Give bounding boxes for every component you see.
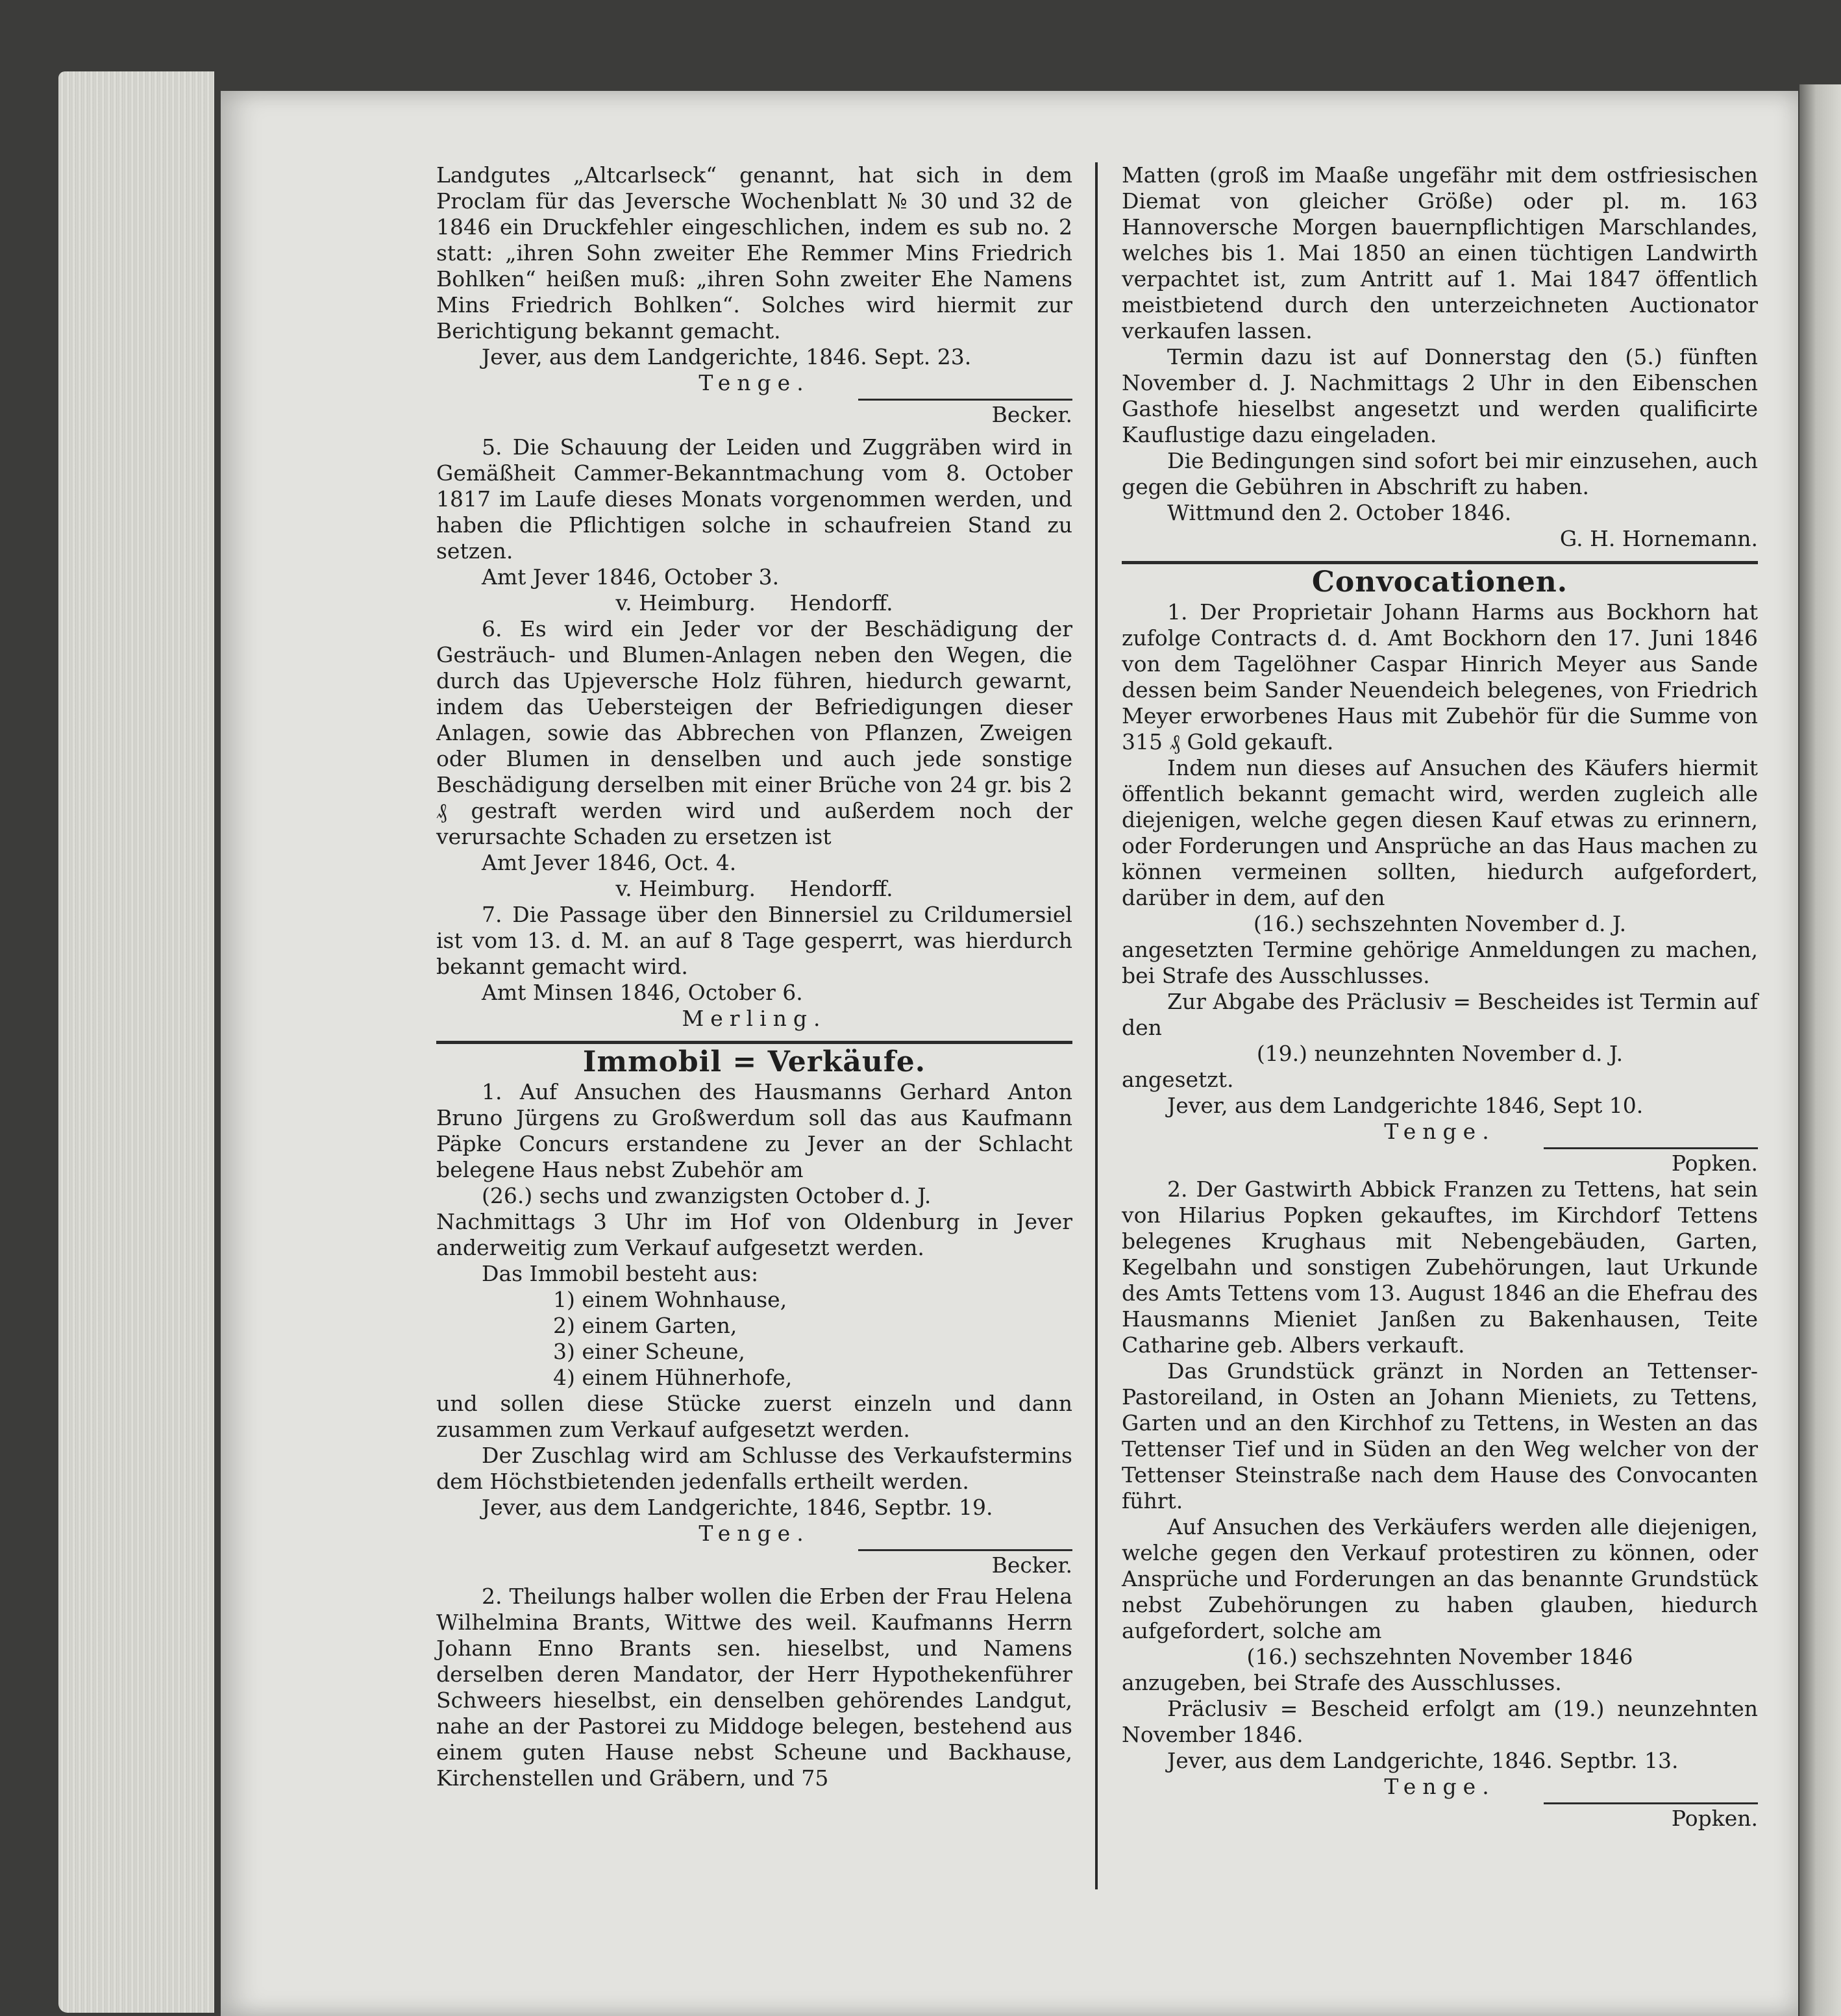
signature: Becker. (858, 1549, 1072, 1578)
sale-date: (26.) sechs und zwanzigsten October d. J. (482, 1183, 932, 1208)
sale-notice-2-cont: Matten (groß im Maaße ungefähr mit dem ostfriesischen Diemat von gleicher Größe) oder pl. m. 163 Hannoversche Morgen bauernpflichtigen Marschlandes, welches bis 1. Mai 1850 an einen tüchtigen Landwirth verpachtet ist, zum Antritt auf 1. Mai 1847 öffentlich meistbietend durch den unterzeichneten Auctionator verkaufen lassen. (1122, 162, 1758, 343)
sale-notice-2-cont: Die Bedingungen sind sofort bei mir einzusehen, auch gegen die Gebühren in Abschrift zu haben. (1122, 448, 1758, 499)
deadline-date: (16.) sechszehnten November 1846 (1246, 1644, 1633, 1669)
section-rule (436, 1041, 1072, 1044)
signature: Popken. (1544, 1147, 1758, 1176)
signature: Tenge. (698, 1521, 810, 1546)
signature: Tenge. (1384, 1774, 1496, 1799)
notice-5: 5. Die Schauung der Leiden und Zuggräben wird in Gemäßheit Cammer-Bekanntmachung vom 8. October 1817 im Laufe dieses Monats vorgenommen werden, und haben die Pflichtigen solche in schaufreien Stand zu setzen. (436, 434, 1072, 564)
notice-7: 7. Die Passage über den Binnersiel zu Crildumersiel ist vom 13. d. M. an auf 8 Tage gesperrt, was hierdurch bekannt gemacht wird. (436, 902, 1072, 979)
deadline-date: (16.) sechszehnten November d. J. (1253, 911, 1627, 936)
notice-place-date: Jever, aus dem Landgerichte, 1846, Septbr. 19. (482, 1495, 993, 1520)
list-item: 4) einem Hühnerhofe, (553, 1365, 793, 1390)
left-column (436, 162, 1072, 1791)
convocation-2-cont: Präclusiv = Bescheid erfolgt am (19.) neunzehnten November 1846. (1122, 1696, 1758, 1747)
notice-place-date: Amt Minsen 1846, October 6. (482, 980, 803, 1005)
convocation-1-cont: Zur Abgabe des Präclusiv = Bescheides ist Termin auf den (1122, 989, 1758, 1040)
notice-place-date: Jever, aus dem Landgerichte, 1846. Sept. 23. (482, 344, 972, 369)
signature: Tenge. (1384, 1119, 1496, 1144)
facing-page-edge (1799, 84, 1841, 2016)
convocation-1-cont: angesetzt. (1122, 1067, 1234, 1092)
signature: Popken. (1544, 1802, 1758, 1832)
sale-notice-1: 1. Auf Ansuchen des Hausmanns Gerhard Anton Bruno Jürgens zu Großwerdum soll das aus Kaufmann Päpke Concurs erstandene zu Jever an der Schlacht belegene Haus nebst Zubehör am (436, 1079, 1072, 1182)
sale-list-intro: Das Immobil besteht aus: (482, 1261, 759, 1286)
notice-place-date: Jever, aus dem Landgerichte, 1846. Septbr. 13. (1167, 1748, 1679, 1773)
notice-place-date: Jever, aus dem Landgerichte 1846, Sept 10. (1167, 1093, 1644, 1118)
right-column (1122, 162, 1758, 1832)
notice-place-date: Amt Jever 1846, Oct. 4. (482, 850, 737, 875)
signature: Becker. (858, 399, 1072, 428)
convocation-2-cont: anzugeben, bei Strafe des Ausschlusses. (1122, 1670, 1562, 1695)
signature: Tenge. (698, 370, 810, 395)
signature: v. Heimburg. Hendorff. (615, 590, 893, 616)
convocation-2: 2. Der Gastwirth Abbick Franzen zu Tettens, hat sein von Hilarius Popken gekauftes, im Kirchdorf Tettens belegenes Krughaus mit Nebengebäuden, Garten, Kegelbahn und sonstigen Zubehörungen, laut Urkunde des Amts Tettens vom 13. August 1846 an die Ehefrau des Hausmanns Mieniet Janßen zu Bakenhausen, Teite Catharine geb. Albers verkauft. (1122, 1176, 1758, 1358)
sale-notice-1-cont: Der Zuschlag wird am Schlusse des Verkaufstermins dem Höchstbietenden jedenfalls ertheilt werden. (436, 1443, 1072, 1494)
signature: Merling. (682, 1006, 827, 1031)
column-divider (1095, 162, 1098, 1889)
list-item: 1) einem Wohnhause, (553, 1287, 787, 1312)
section-heading: Immobil = Verkäufe. (582, 1045, 926, 1078)
sale-notice-1-cont: und sollen diese Stücke zuerst einzeln und dann zusammen zum Verkauf aufgesetzt werden. (436, 1391, 1072, 1442)
notice-place-date: Wittmund den 2. October 1846. (1167, 500, 1512, 525)
section-heading: Convocationen. (1311, 566, 1568, 599)
sale-notice-1-cont: Nachmittags 3 Uhr im Hof von Oldenburg in Jever anderweitig zum Verkauf aufgesetzt werden. (436, 1209, 1072, 1260)
sale-notice-2-cont: Termin dazu ist auf Donnerstag den (5.) fünften November d. J. Nachmittags 2 Uhr in den Eibenschen Gasthofe hieselbst angesetzt und werden qualificirte Kauflustige dazu eingeladen. (1122, 344, 1758, 447)
signature: v. Heimburg. Hendorff. (615, 876, 893, 901)
deadline-date: (19.) neunzehnten November d. J. (1256, 1041, 1624, 1066)
convocation-1-cont: angesetzten Termine gehörige Anmeldungen zu machen, bei Strafe des Ausschlusses. (1122, 937, 1758, 988)
list-item: 3) einer Scheune, (553, 1339, 745, 1364)
list-item: 2) einem Garten, (553, 1313, 737, 1338)
convocation-2-cont: Auf Ansuchen des Verkäufers werden alle diejenigen, welche gegen den Verkauf protestiren zu können, oder Ansprüche und Forderungen an das benannte Grundstück nebst Zubehörungen zu haben glauben, hiedurch aufgefordert, solche am (1122, 1514, 1758, 1643)
notice-6: 6. Es wird ein Jeder vor der Beschädigung der Gesträuch- und Blumen-Anlagen neben den Wegen, die durch das Upjeversche Holz führen, hiedurch gewarnt, indem das Uebersteigen der Befriedigungen dieser Anlagen, sowie das Abbrechen von Pflanzen, Zweigen oder Blumen in denselben und auch jede sonstige Beschädigung derselben mit einer Brüche von 24 gr. bis 2 ₰ gestraft werden wird und außerdem noch der verursachte Schaden zu ersetzen ist (436, 616, 1072, 849)
page-edges (58, 71, 214, 2013)
notice-place-date: Amt Jever 1846, October 3. (482, 564, 780, 590)
convocation-2-cont: Das Grundstück gränzt in Norden an Tettenser-Pastoreiland, in Osten an Johann Mieniets, zu Tettens, Garten und an den Kirchhof zu Tettens, in Westen an das Tettenser Tief und in Süden an den Weg welcher von der Tettenser Steinstraße nach dem Hause des Convocanten führt. (1122, 1358, 1758, 1513)
signature: G. H. Hornemann. (1559, 526, 1758, 551)
sale-notice-2: 2. Theilungs halber wollen die Erben der Frau Helena Wilhelmina Brants, Wittwe des weil. Kaufmanns Herrn Johann Enno Brants sen. hieselbst, und Namens derselben deren Mandator, der Herr Hypothekenführer Schweers hieselbst, ein denselben gehörendes Landgut, nahe an der Pastorei zu Middoge belegen, bestehend aus einem guten Hause nebst Scheune und Backhause, Kirchenstellen und Gräbern, und 75 (436, 1584, 1072, 1791)
notice-correction: Landgutes „Altcarlseck“ genannt, hat sich in dem Proclam für das Jeversche Wochenblatt № 30 und 32 de 1846 ein Druckfehler eingeschlichen, indem es sub no. 2 statt: „ihren Sohn zweiter Ehe Remmer Mins Friedrich Bohlken“ heißen muß: „ihren Sohn zweiter Ehe Namens Mins Friedrich Bohlken“. Solches wird hiermit zur Berichtigung bekannt gemacht. (436, 162, 1072, 343)
convocation-1-cont: Indem nun dieses auf Ansuchen des Käufers hiermit öffentlich bekannt gemacht wird, werden zugleich alle diejenigen, welche gegen diesen Kauf etwas zu erinnern, oder Forderungen und Ansprüche an das Haus machen zu können vermeinen sollten, hiedurch aufgefordert, darüber in dem, auf den (1122, 755, 1758, 910)
convocation-1: 1. Der Proprietair Johann Harms aus Bockhorn hat zufolge Contracts d. d. Amt Bockhorn den 17. Juni 1846 von dem Tagelöhner Caspar Hinrich Meyer aus Sande dessen beim Sander Neuendeich belegenes, von Friedrich Meyer erworbenes Haus mit Zubehör für die Summe von 315 ₰ Gold gekauft. (1122, 599, 1758, 754)
section-rule (1122, 561, 1758, 564)
